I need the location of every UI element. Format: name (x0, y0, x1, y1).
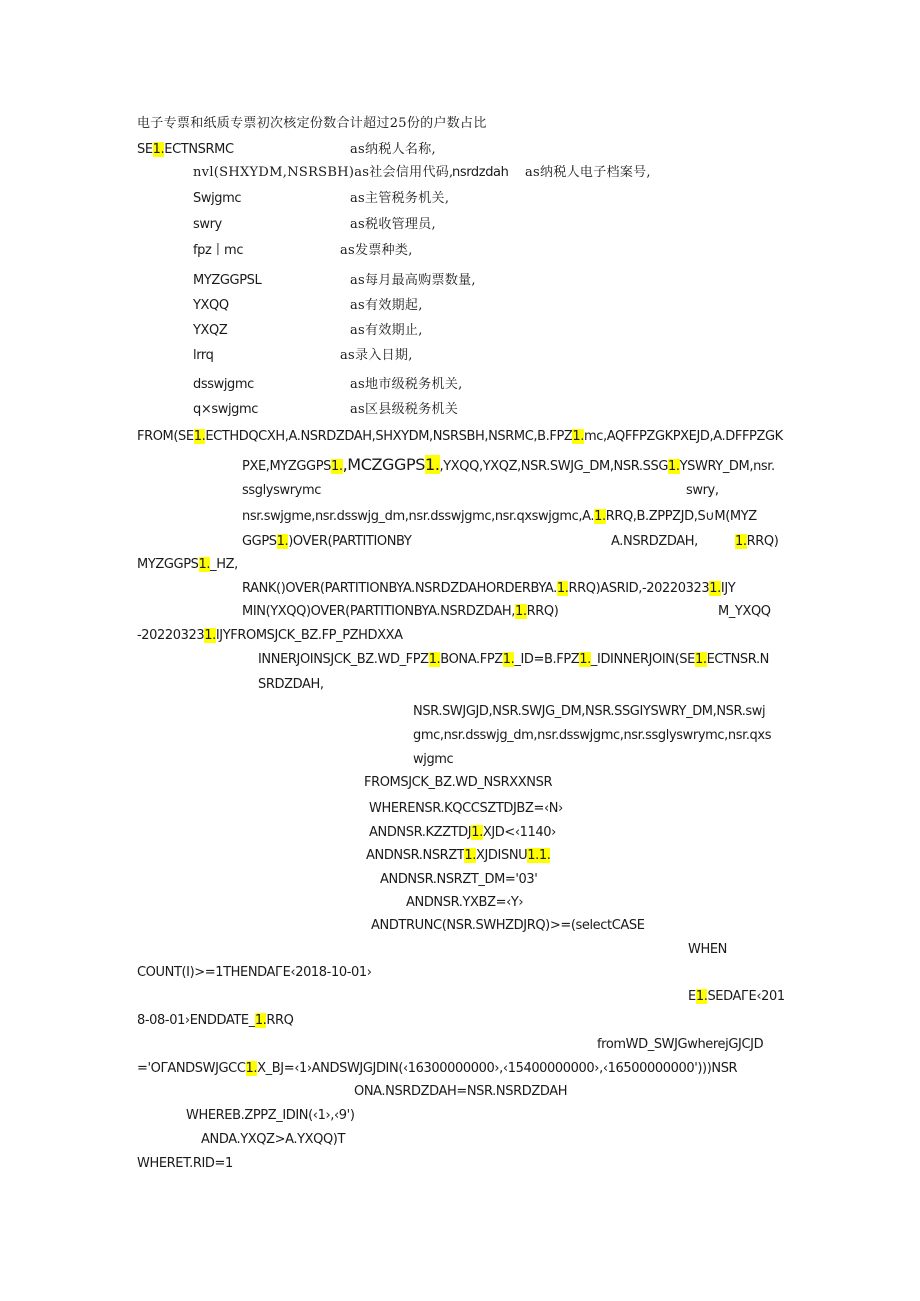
highlight-mark: 1. (204, 628, 216, 643)
field-alias: as有效期起, (350, 298, 423, 313)
text-segment: ,YXQQ,YXQZ,NSR.SWJG_DM,NSR.SSG (439, 459, 669, 474)
sql-line (258, 651, 769, 669)
text-segment: ANDNSR.NSRZT (366, 848, 465, 863)
highlight-mark: 1. (152, 142, 165, 157)
text-segment: ECTNSRMC (164, 142, 234, 157)
select-keyword (137, 141, 234, 159)
highlight-mark: 1. (735, 534, 747, 549)
highlight-mark: 1. (579, 652, 591, 667)
sql-line (137, 627, 403, 645)
highlight-mark: 1. (471, 825, 483, 840)
highlight-mark: 1. (245, 1061, 258, 1076)
sql-line: swry, (686, 483, 719, 498)
sql-line (242, 508, 757, 526)
highlight-mark: 1. (694, 652, 707, 667)
highlight-mark: 1. (425, 455, 440, 474)
sql-line (137, 428, 783, 446)
text-segment: IJY (720, 581, 736, 596)
text-segment: _ID=B.FPZ (514, 652, 580, 667)
sql-line: WHERENSR.KQCCSZTDJBZ=‹N› (369, 801, 563, 816)
highlight-mark: 1. (709, 581, 721, 596)
text-segment: nsr.swjgme,nsr.dsswjg_dm,nsr.dsswjgmc,nsr.qxswjgmc,A. (242, 509, 595, 524)
text-segment: -20220323 (137, 628, 205, 643)
field-name: q×swjgmc (193, 402, 259, 417)
text-segment: RANK()OVER(PARTITIONBYA.NSRDZDAHORDERBYA. (242, 581, 557, 596)
text-segment: )OVER(PARTITIONBY (288, 534, 412, 549)
text-segment: RRQ,B.ZPPZJD,S∪M(MYZ (605, 509, 757, 524)
field-alias: as纳税人名称, (350, 142, 436, 157)
sql-line: WHEN (688, 942, 727, 957)
field-alias: as录入日期, (340, 348, 413, 363)
field-name: fpz丨mc (193, 243, 244, 258)
select-line-2 (193, 164, 453, 182)
text-segment: _HZ, (210, 557, 238, 572)
highlight-mark: 1. (193, 429, 206, 444)
text-segment: 8-08-01›ENDDATE_ (137, 1013, 255, 1028)
text-segment: BONA.FPZ (440, 652, 503, 667)
field-alias: as每月最高购票数量, (350, 273, 476, 288)
field-name: lrrq (193, 348, 214, 363)
text-segment: RRQ) (746, 534, 779, 549)
sql-line: ONA.NSRDZDAH=NSR.NSRDZDAH (354, 1084, 568, 1099)
text-segment: XJD<‹1140› (482, 825, 556, 840)
field-alias: as税收管理员, (350, 217, 436, 232)
sql-line: gmc,nsr.dsswjg_dm,nsr.dsswjgmc,nsr.ssglyswrymc,nsr.qxs (413, 728, 772, 743)
text-segment: YSWRY_DM,nsr. (679, 459, 775, 474)
sql-line: NSR.SWJGJD,NSR.SWJG_DM,NSR.SSGIYSWRY_DM,NSR.swj (413, 704, 766, 719)
highlight-mark: 1. (502, 652, 515, 667)
sql-line (242, 533, 411, 551)
sql-line (137, 556, 238, 574)
field-name: nsrdzdah (452, 165, 509, 180)
sql-line: fromWD_SWJGwherejGJCJD (597, 1037, 764, 1052)
text-segment: RRQ) (526, 604, 559, 619)
sql-line: ANDTRUNC(NSR.SWHZDJRQ)>=(selectCASE (371, 918, 645, 933)
highlight-mark: 1. (428, 652, 441, 667)
page-title: 电子专票和纸质专票初次核定份数合计超过25份的户数占比 (137, 116, 487, 131)
field-name: Swjgmc (193, 191, 242, 206)
highlight-mark: 1. (198, 557, 211, 572)
highlight-mark: 1. (514, 604, 527, 619)
sql-line: M_YXQQ (718, 604, 771, 619)
sql-line (137, 1012, 294, 1030)
highlight-mark: 1. (331, 459, 343, 474)
sql-line (735, 533, 778, 551)
sql-line: ANDNSR.NSRZT_DM='03' (380, 872, 538, 887)
sql-line: WHEREB.ZPPZ_IDIN(‹1›,‹9') (186, 1108, 355, 1123)
field-alias: as有效期止, (350, 323, 423, 338)
highlight-mark: 1. (572, 429, 584, 444)
text-segment: ECTNSR.N (706, 652, 769, 667)
sql-line (369, 824, 556, 842)
text-segment: PXE,MYZGGPS (242, 459, 331, 474)
text-segment: MIN(YXQQ)OVER(PARTITIONBYA.NSRDZDAH, (242, 604, 515, 619)
text-segment: GGPS (242, 534, 277, 549)
sql-line: FROMSJCK_BZ.WD_NSRXXNSR (364, 775, 553, 790)
field-name: dsswjgmc (193, 377, 254, 392)
highlight-mark: 1.1. (527, 848, 551, 863)
text-segment: SE (137, 142, 153, 157)
sql-line: A.NSRDZDAH, (611, 534, 698, 549)
text-segment: FROM(SE (137, 429, 194, 444)
text-segment: nvl(SHXYDM,NSRSBH)as社会信用代码, (193, 165, 454, 180)
sql-line: COUNT(I)>=1THENDAГE‹2018-10-01› (137, 965, 372, 980)
text-segment: ,MCZGGPS (342, 455, 426, 474)
text-segment: _IDINNERJOIN(SE (590, 652, 695, 667)
field-alias: as地市级税务机关, (350, 377, 463, 392)
sql-line: SRDZDAH, (258, 677, 324, 692)
sql-line: ssglyswrymc (242, 483, 321, 498)
sql-line (242, 456, 775, 476)
highlight-mark: 1. (276, 534, 289, 549)
sql-line (242, 603, 558, 621)
text-segment: IJYFROMSJCK_BZ.FP_PZHDXXA (215, 628, 403, 643)
field-alias: as区县级税务机关 (350, 402, 459, 417)
sql-line: ANDA.YXQZ>A.YXQQ)T (201, 1132, 345, 1147)
highlight-mark: 1. (556, 581, 569, 596)
text-segment: MYZGGPS (137, 557, 199, 572)
text-segment: X_BJ=‹1›ANDSWJGJDIN(‹16300000000›,‹15400000000›,‹16500000000')))NSR (257, 1061, 738, 1076)
text-segment: ='OΓANDSWJGCC (137, 1061, 246, 1076)
field-name: YXQQ (193, 298, 229, 313)
text-segment: ECTHDQCXH,A.NSRDZDAH,SHXYDM,NSRSBH,NSRMC,B.FPZ (205, 429, 573, 444)
field-alias: as发票种类, (340, 243, 413, 258)
sql-line (366, 847, 550, 865)
highlight-mark: 1. (668, 459, 680, 474)
text-segment: E (688, 989, 696, 1004)
text-segment: ANDNSR.KZZTDJ (369, 825, 472, 840)
text-segment: INNERJOINSJCK_BZ.WD_FPZ (258, 652, 429, 667)
text-segment: XJDISNU (475, 848, 528, 863)
highlight-mark: 1. (695, 989, 708, 1004)
field-name: swry (193, 217, 222, 232)
sql-line (137, 1060, 737, 1078)
sql-line: ANDNSR.YXBZ=‹Y› (406, 895, 524, 910)
field-alias: as主管税务机关, (350, 191, 450, 206)
highlight-mark: 1. (594, 509, 606, 524)
text-segment: RRQ (266, 1013, 294, 1028)
text-segment: mc,AQFFPZGKPXEJD,A.DFFPZGK (584, 429, 783, 444)
sql-line: wjgmc (413, 752, 454, 767)
text-segment: RRQ)ASRID,-20220323 (568, 581, 710, 596)
field-alias: as纳税人电子档案号, (525, 165, 651, 180)
field-name: YXQZ (193, 323, 228, 338)
text-segment: SEDAГE‹201 (707, 989, 785, 1004)
sql-line: WHERET.RID=1 (137, 1156, 233, 1171)
highlight-mark: 1. (464, 848, 476, 863)
highlight-mark: 1. (254, 1013, 267, 1028)
sql-line (242, 580, 735, 598)
sql-line (688, 988, 785, 1006)
field-name: MYZGGPSL (193, 273, 262, 288)
